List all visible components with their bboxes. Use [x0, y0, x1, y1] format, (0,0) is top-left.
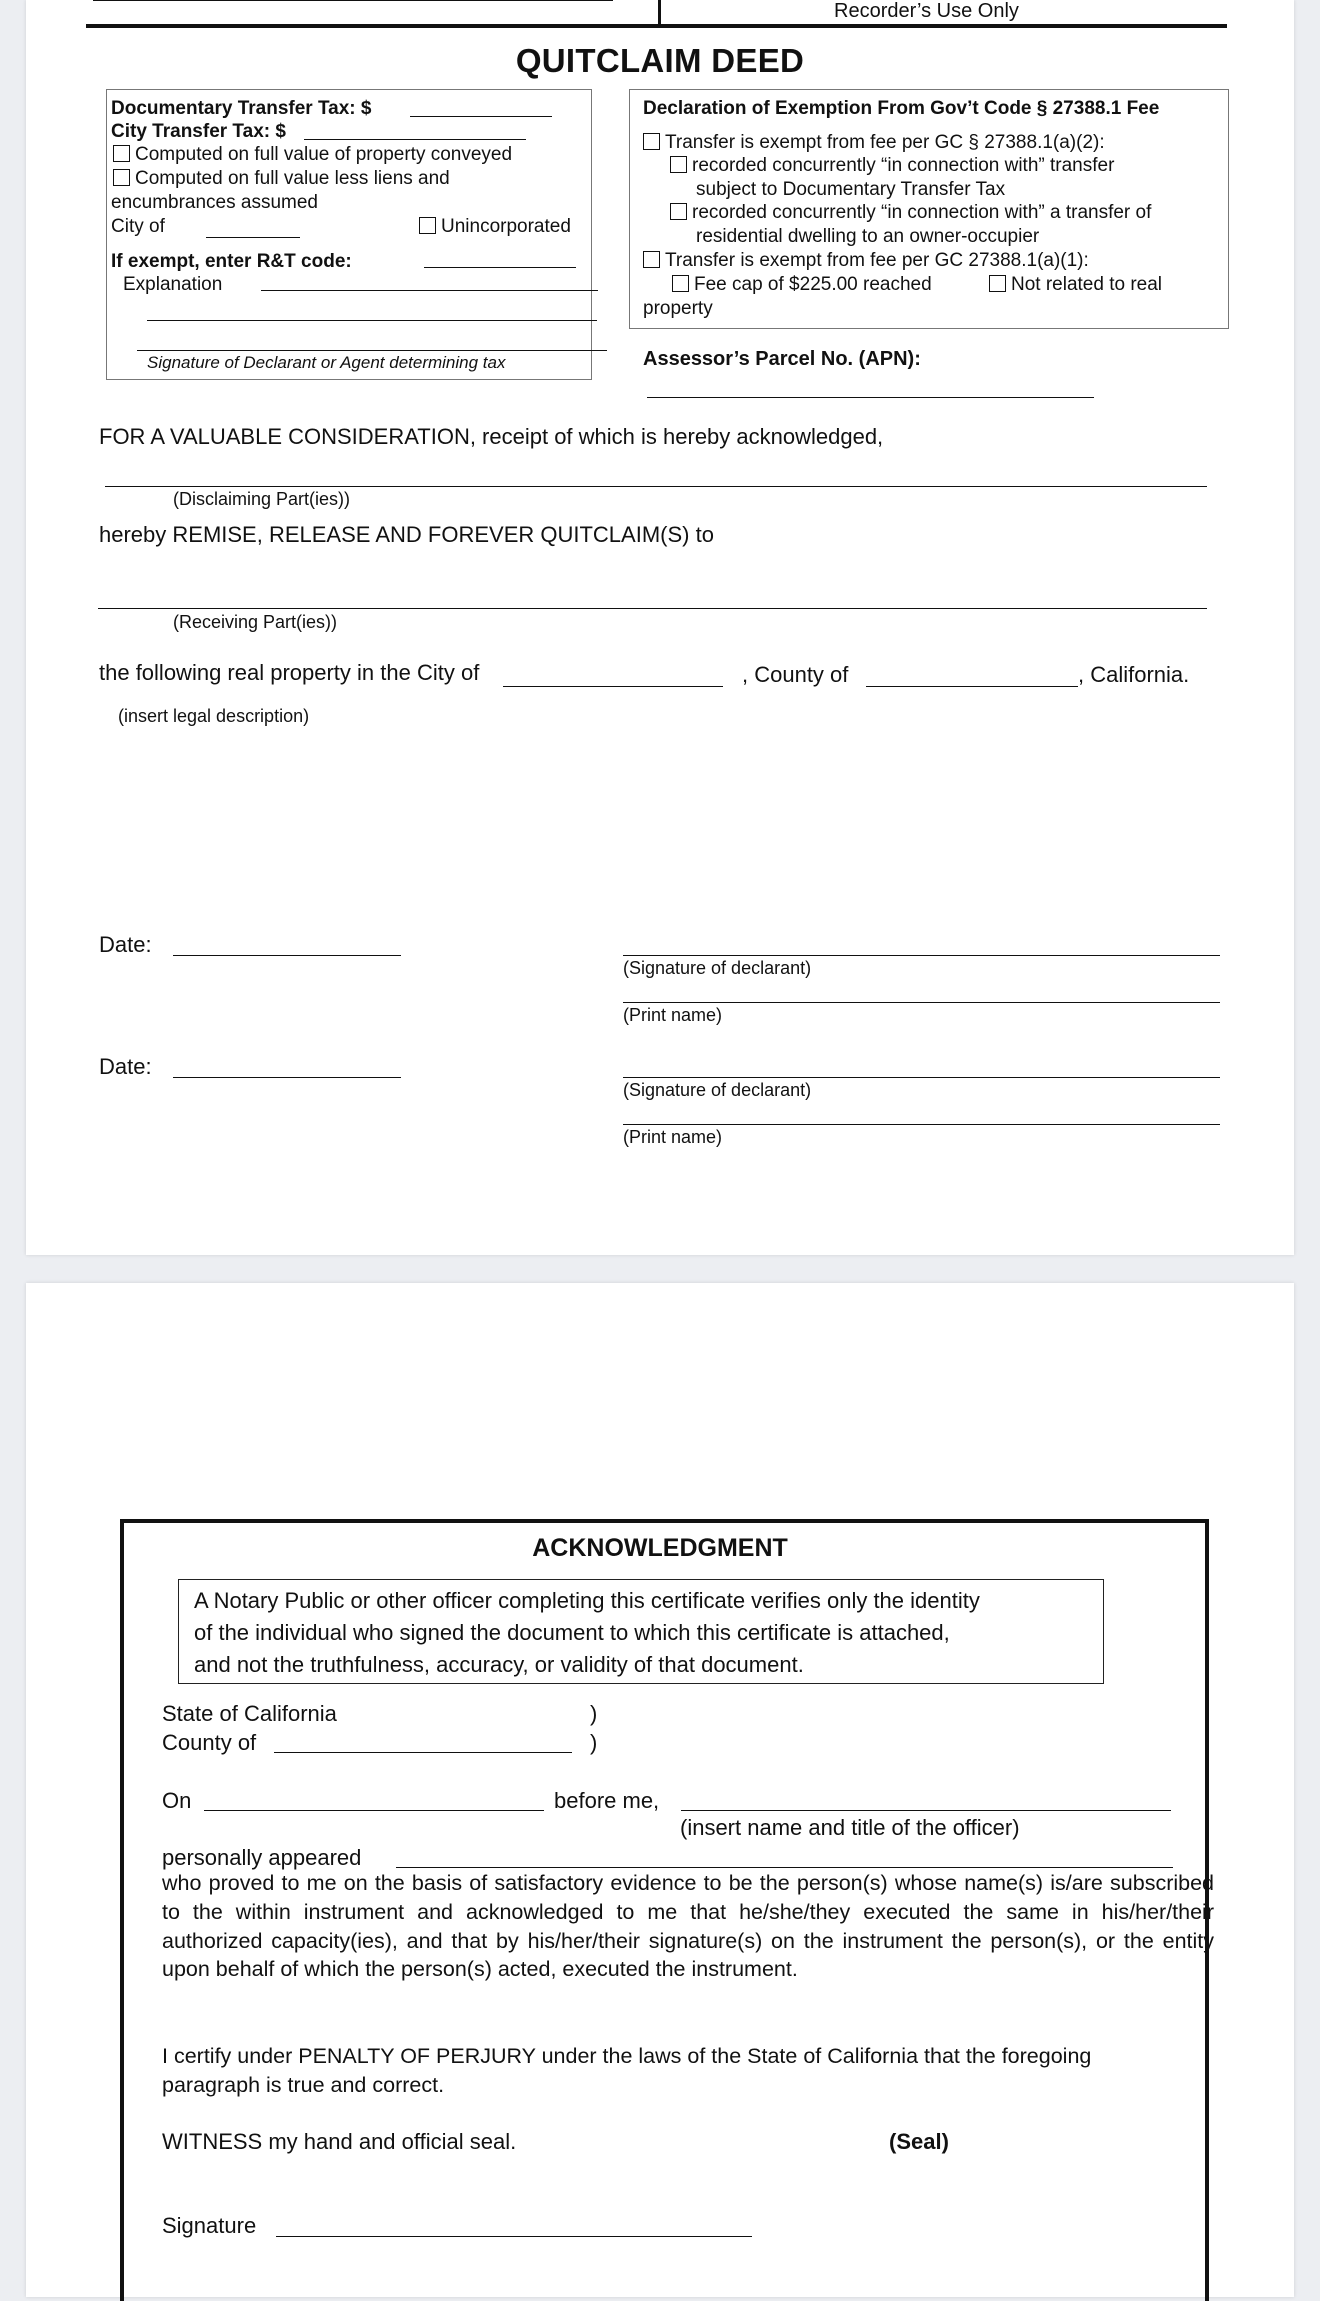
date-label-2: Date: [99, 1054, 152, 1079]
exemption-opt1b-cont: residential dwelling to an owner-occupier [696, 226, 1040, 247]
disclaiming-parties-field[interactable] [105, 486, 1207, 487]
personally-appeared-label: personally appeared [162, 1845, 362, 1870]
exemption-opt2: Transfer is exempt from fee per GC 27388.1(a)(1): [643, 250, 1089, 272]
city-of-field[interactable] [206, 237, 300, 238]
date-field-2[interactable] [173, 1077, 401, 1078]
consideration-text: FOR A VALUABLE CONSIDERATION, receipt of which is hereby acknowledged, [99, 424, 884, 449]
checkbox-less-liens[interactable] [113, 169, 130, 186]
county-paren: ) [590, 1730, 598, 1755]
option-less-liens-cont: encumbrances assumed [111, 192, 318, 213]
exemption-opt2a: Fee cap of $225.00 reached [672, 274, 932, 296]
state-label: State of California [162, 1701, 337, 1726]
notary-signature-field[interactable] [276, 2236, 752, 2237]
apn-label: Assessor’s Parcel No. (APN): [643, 348, 921, 370]
print-name-field-1[interactable] [623, 1002, 1220, 1003]
option-full-value: Computed on full value of property conveyed [113, 144, 512, 166]
checkbox-exempt-a2[interactable] [643, 133, 660, 150]
checkbox-unincorporated[interactable] [419, 217, 436, 234]
remise-text: hereby REMISE, RELEASE AND FOREVER QUITCLAIM(S) to [99, 522, 714, 547]
property-city-label: the following real property in the City of [99, 660, 480, 685]
declarant-signature-field-1[interactable] [623, 955, 1220, 956]
exemption-title: Declaration of Exemption From Gov’t Code § 27388.1 Fee [643, 98, 1160, 119]
checkbox-concurrent-owner[interactable] [670, 203, 687, 220]
recorder-rule [86, 24, 1227, 28]
date-label-1: Date: [99, 932, 152, 957]
state-paren: ) [590, 1701, 598, 1726]
recorder-divider [658, 0, 661, 24]
exemption-opt1b: recorded concurrently “in connection with” a transfer of [670, 202, 1151, 224]
witness-text: WITNESS my hand and official seal. [162, 2129, 517, 2154]
on-label: On [162, 1788, 192, 1813]
checkbox-concurrent-dtt[interactable] [670, 156, 687, 173]
explanation-field[interactable] [261, 290, 598, 291]
signature-label: Signature [162, 2213, 257, 2238]
declarant-signature-caption: Signature of Declarant or Agent determining tax [147, 353, 506, 372]
documentary-tax-label: Documentary Transfer Tax: $ [111, 98, 372, 119]
officer-caption: (insert name and title of the officer) [680, 1815, 1020, 1840]
receiving-parties-field[interactable] [98, 608, 1207, 609]
personally-appeared-field[interactable] [396, 1867, 1173, 1868]
proved-paragraph: who proved to me on the basis of satisfactory evidence to be the person(s) whose name(s) is/are subscribed to the within instrument and acknowledged to me that he/she/they executed the same in his/her/their authorized capacity(ies), and that by his/her/their signature(s) on the instrument the person(s), or the entity upon behalf of which the person(s) acted, executed the instrument. [162, 1871, 1214, 1982]
deed-page [26, 0, 1294, 1255]
checkbox-not-real-property[interactable] [989, 275, 1006, 292]
receiving-parties-caption: (Receiving Part(ies)) [173, 612, 338, 632]
certify-paragraph: I certify under PENALTY OF PERJURY under the laws of the State of California that the foregoing paragraph is true and correct. [162, 2044, 1092, 2097]
declarant-signature-line[interactable] [137, 350, 607, 351]
apn-field[interactable] [647, 397, 1094, 398]
city-tax-field[interactable] [304, 139, 526, 140]
print-name-caption-2: (Print name) [623, 1127, 723, 1147]
city-of-label: City of [111, 216, 165, 237]
print-name-caption-1: (Print name) [623, 1005, 723, 1025]
recorder-top-line [93, 0, 613, 1]
property-city-field[interactable] [503, 686, 723, 687]
exemption-opt1a: recorded concurrently “in connection with” transfer [670, 155, 1114, 177]
print-name-field-2[interactable] [623, 1124, 1220, 1125]
city-tax-label: City Transfer Tax: $ [111, 121, 286, 142]
notary-notice-line1: A Notary Public or other officer completing this certificate verifies only the identity [194, 1588, 980, 1613]
recorder-label: Recorder’s Use Only [834, 0, 1019, 22]
exemption-opt2b-cont: property [643, 298, 713, 319]
explanation-field-2[interactable] [147, 320, 597, 321]
exempt-code-label: If exempt, enter R&T code: [111, 251, 352, 272]
before-me-label: before me, [554, 1788, 660, 1813]
declarant-signature-field-2[interactable] [623, 1077, 1220, 1078]
ack-date-field[interactable] [204, 1810, 544, 1811]
explanation-label: Explanation [123, 274, 223, 295]
california-label: , California. [1078, 662, 1190, 687]
notary-notice-line2: of the individual who signed the document to which this certificate is attached, [194, 1620, 950, 1645]
exempt-code-field[interactable] [424, 267, 576, 268]
officer-name-field[interactable] [681, 1810, 1171, 1811]
legal-description-caption: (insert legal description) [118, 706, 310, 726]
county-label: County of [162, 1730, 257, 1755]
disclaiming-parties-caption: (Disclaiming Part(ies)) [173, 489, 351, 509]
seal-label: (Seal) [889, 2129, 949, 2154]
date-field-1[interactable] [173, 955, 401, 956]
acknowledgment-title: ACKNOWLEDGMENT [532, 1534, 788, 1562]
checkbox-exempt-a1[interactable] [643, 251, 660, 268]
exemption-opt2b: Not related to real [989, 274, 1162, 296]
county-of-label: , County of [742, 662, 849, 687]
declarant-signature-caption-1: (Signature of declarant) [623, 958, 812, 978]
notary-notice-line3: and not the truthfulness, accuracy, or validity of that document. [194, 1652, 804, 1677]
option-less-liens: Computed on full value less liens and [113, 168, 450, 190]
deed-title: QUITCLAIM DEED [515, 42, 805, 79]
option-unincorporated: Unincorporated [419, 216, 571, 238]
checkbox-full-value[interactable] [113, 145, 130, 162]
acknowledgment-page [26, 1283, 1294, 2297]
exemption-opt1: Transfer is exempt from fee per GC § 27388.1(a)(2): [643, 132, 1105, 154]
exemption-opt1a-cont: subject to Documentary Transfer Tax [696, 179, 1006, 200]
ack-county-field[interactable] [274, 1752, 572, 1753]
property-county-field[interactable] [866, 686, 1078, 687]
declarant-signature-caption-2: (Signature of declarant) [623, 1080, 812, 1100]
documentary-tax-field[interactable] [410, 116, 552, 117]
checkbox-fee-cap[interactable] [672, 275, 689, 292]
